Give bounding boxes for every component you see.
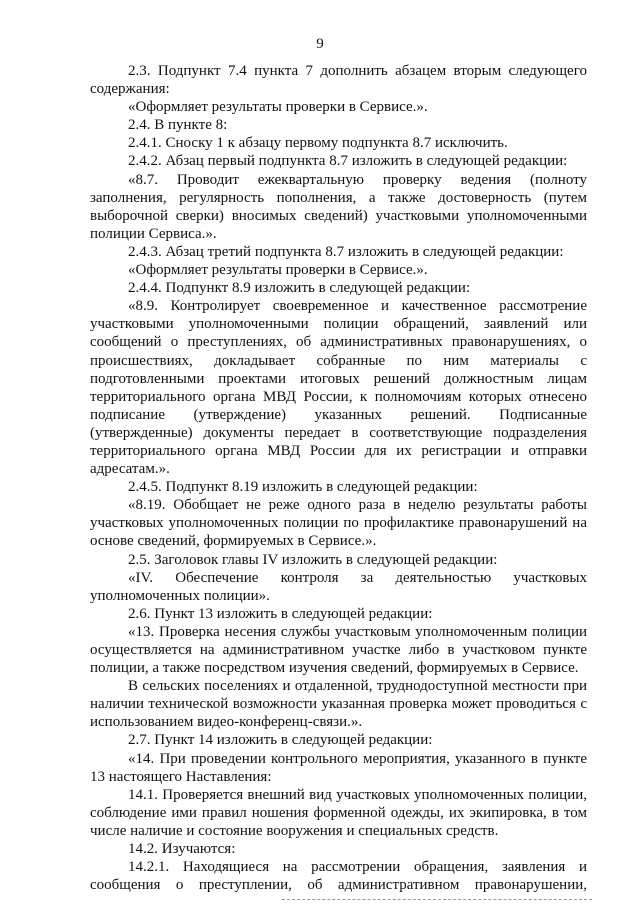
paragraph: 14.2. Изучаются:	[128, 841, 236, 858]
paragraph: «14. При проведении контрольного мероприятия, указанного в пункте 13 настоящего Наставления:	[90, 750, 587, 785]
paragraph: «8.7. Проводит ежеквартальную проверку ведения (полноту заполнения, регулярность пополнения, а также достоверность (путем выборочной сверки) вносимых сведений) участковыми уполномоченными полиции Сервиса.».	[90, 171, 587, 242]
paragraph: «Оформляет результаты проверки в Сервисе.».	[128, 99, 428, 116]
paragraph: «13. Проверка несения службы участковым уполномоченным полиции осуществляется на административном участке либо в участковом пункте полиции, а также посредством изучения сведений, формируемых в Сервисе.	[90, 623, 587, 677]
paragraph: 2.4.4. Подпункт 8.9 изложить в следующей редакции:	[128, 280, 471, 297]
paragraph: 2.6. Пункт 13 изложить в следующей редакции:	[128, 605, 433, 622]
document-body	[90, 62, 587, 894]
paragraph: «8.19. Обобщает не реже одного раза в неделю результаты работы участковых уполномоченных полиции по профилактике правонарушений на основе сведений, формируемых в Сервисе.».	[90, 497, 587, 550]
paragraph: 2.4.3. Абзац третий подпункта 8.7 изложить в следующей редакции:	[128, 243, 564, 260]
paragraph: 2.5. Заголовок главы IV изложить в следующей редакции:	[128, 551, 498, 568]
paragraph: «IV. Обеспечение контроля за деятельностью участковых уполномоченных полиции».	[90, 569, 587, 604]
paragraph: 14.1. Проверяется внешний вид участковых уполномоченных полиции, соблюдение ими правил ношения форменной одежды, их экипировка, в том числе наличие и состояние вооружения и специальных средств.	[90, 786, 587, 839]
paragraph: 2.7. Пункт 14 изложить в следующей редакции:	[128, 732, 433, 749]
paragraph: 2.4. В пункте 8:	[128, 117, 228, 134]
paragraph: 2.4.1. Сноску 1 к абзацу первому подпункта 8.7 исключить.	[128, 135, 508, 152]
page-number: 9	[316, 36, 324, 52]
bottom-divider	[282, 899, 592, 900]
paragraph: В сельских поселениях и отдаленной, труднодоступной местности при наличии технической возможности указанная проверка может проводиться с использованием видео-конференц-связи.».	[90, 678, 587, 731]
paragraph: «8.9. Контролирует своевременное и качественное рассмотрение участковыми уполномоченными полиции обращений, заявлений или сообщений о преступлениях, об административных правонарушениях, о происшествиях, докладывает собранные по ним материалы с подготовленными проектами итоговых решений должностным лицам территориального органа МВД России, к полномочиям которых отнесено подписание (утверждение) указанных решений. Подписанные (утвержденные) документы передает в соответствующие подразделения территориального органа МВД России для их регистрации и отправки адресатам.».	[90, 298, 587, 478]
paragraph: 2.4.2. Абзац первый подпункта 8.7 изложить в следующей редакции:	[128, 153, 568, 170]
paragraph: 2.4.5. Подпункт 8.19 изложить в следующей редакции:	[128, 479, 478, 496]
paragraph: «Оформляет результаты проверки в Сервисе.».	[128, 262, 428, 279]
paragraph: 14.2.1. Находящиеся на рассмотрении обращения, заявления и сообщения о преступлении, об административном правонарушении,	[90, 859, 587, 894]
paragraph: 2.3. Подпункт 7.4 пункта 7 дополнить абзацем вторым следующего содержания:	[90, 63, 587, 98]
